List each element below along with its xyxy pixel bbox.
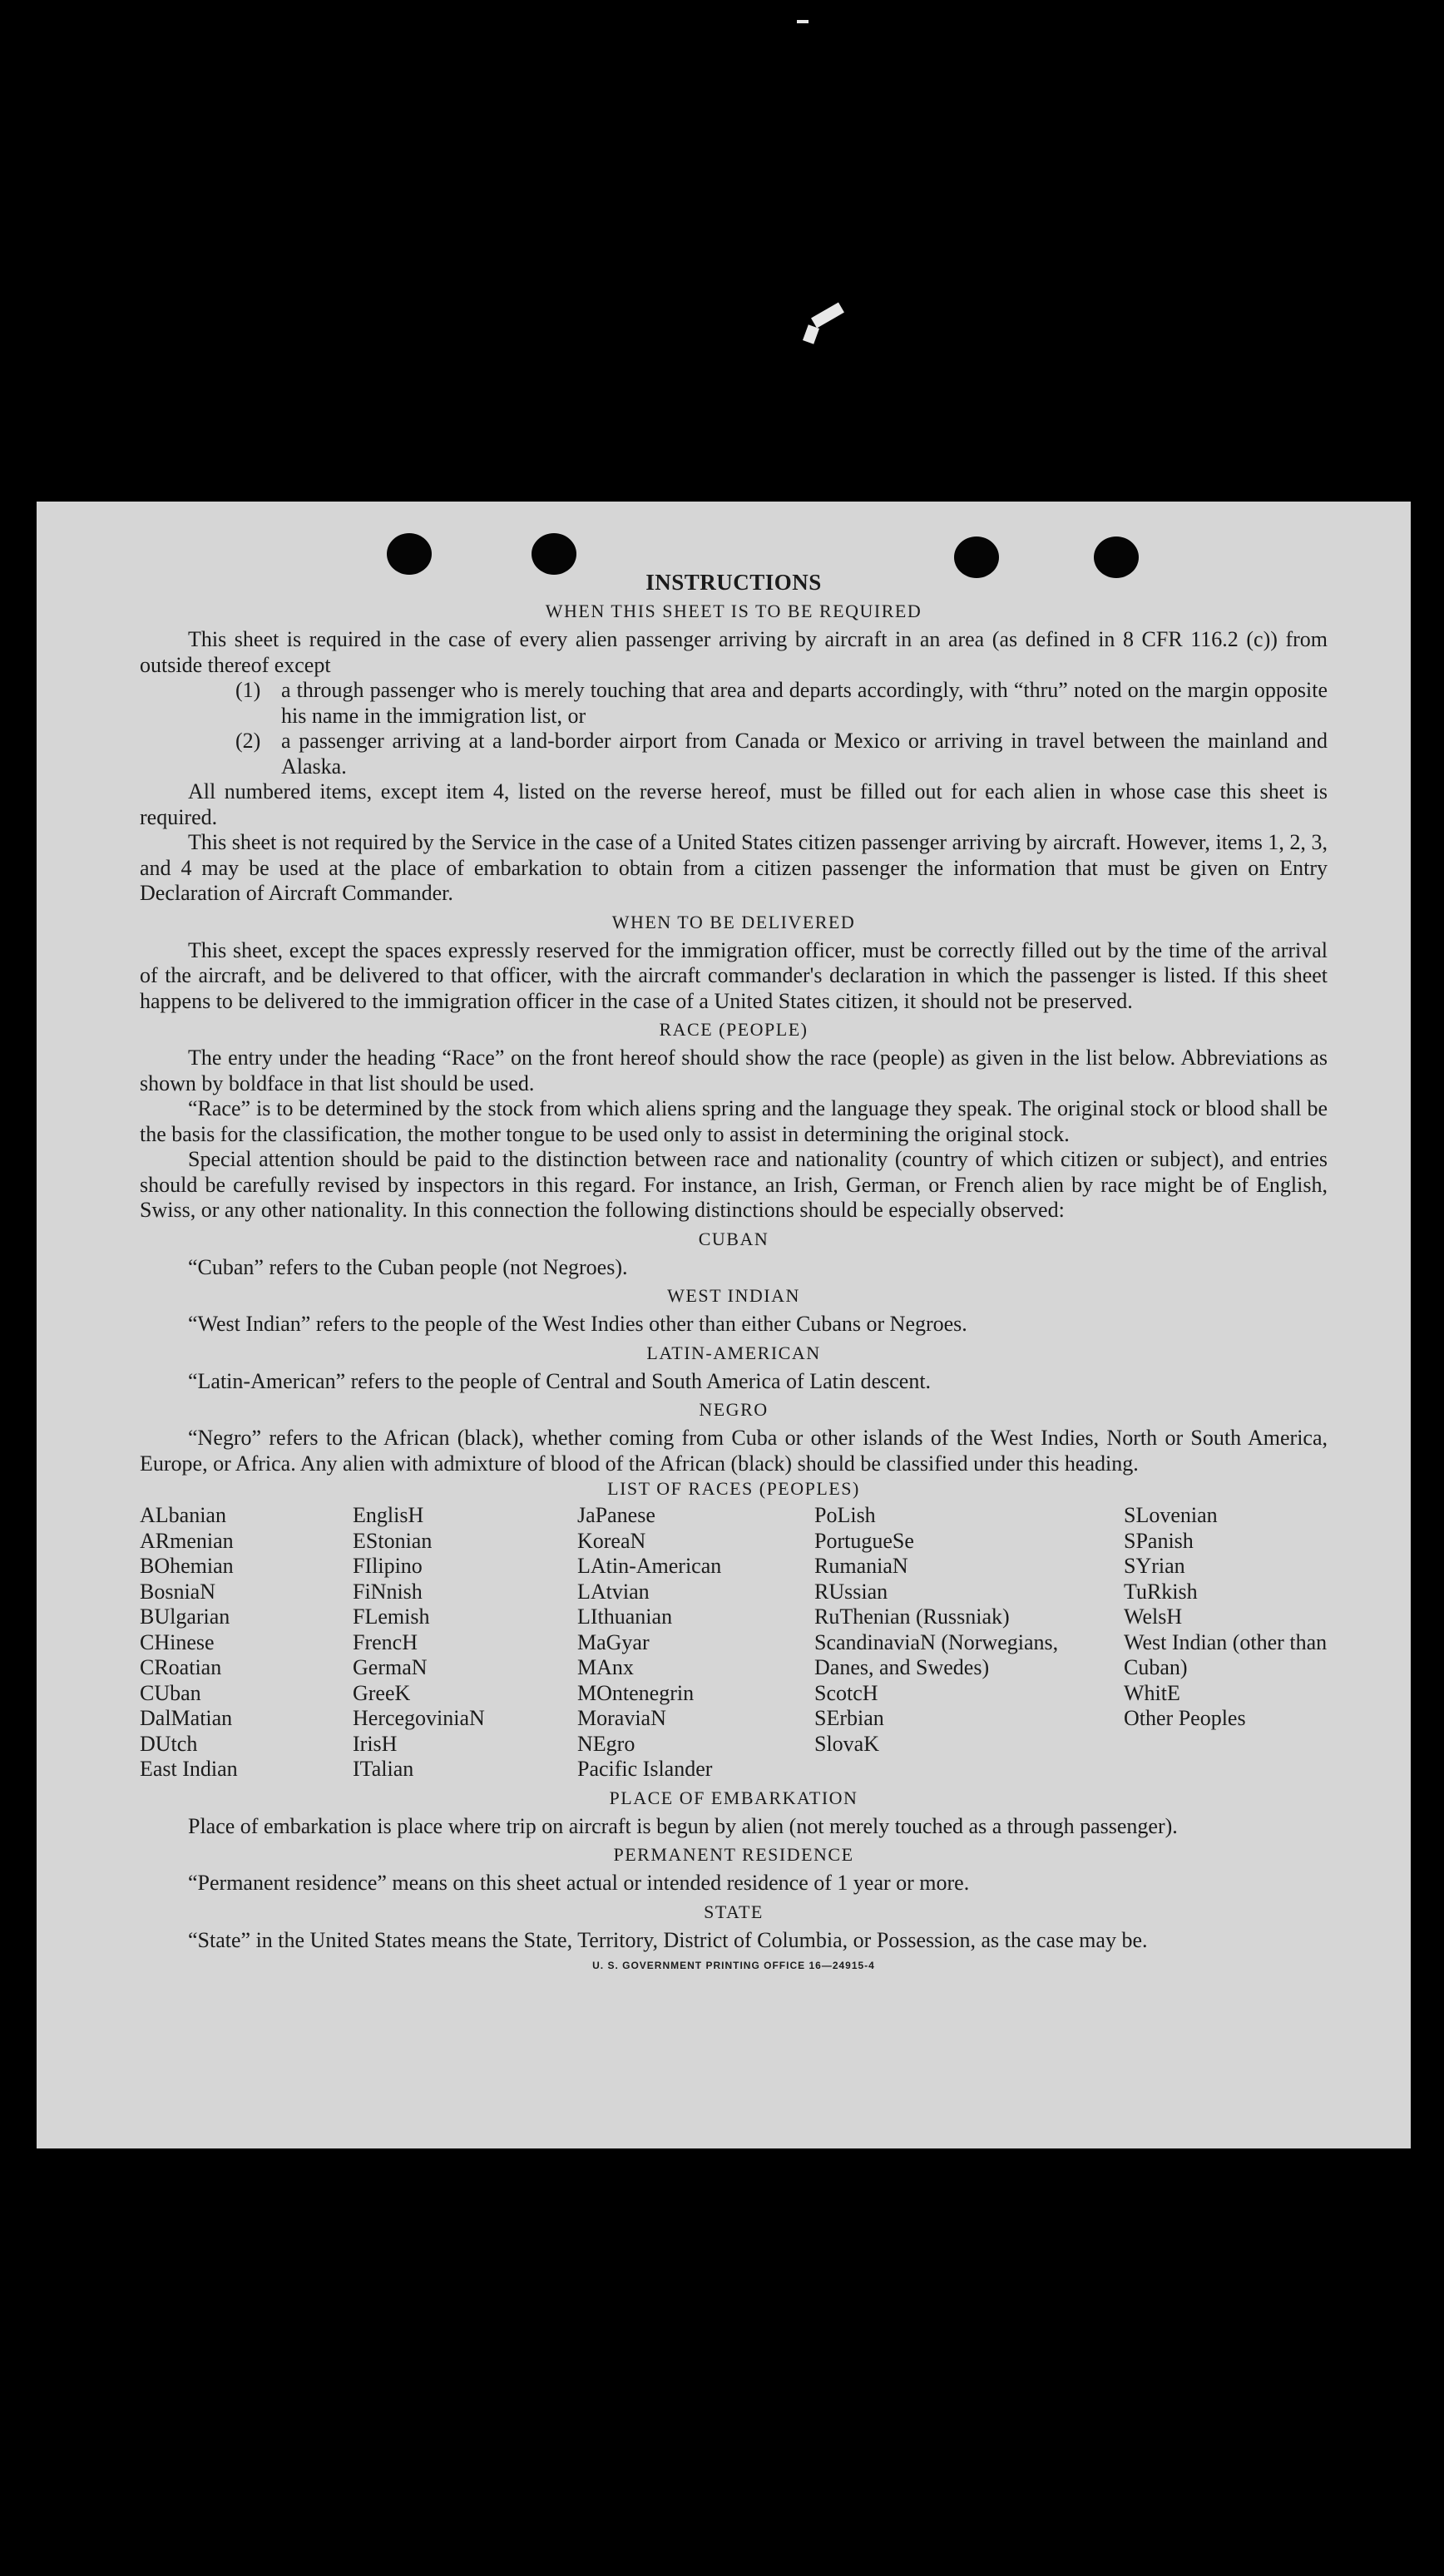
paragraph: “Latin-American” refers to the people of Central and South America of Latin descent.	[188, 1368, 932, 1393]
race-entry: MoraviaN	[577, 1706, 666, 1730]
page-title: INSTRUCTIONS	[645, 570, 822, 595]
race-entry: FrencH	[353, 1629, 418, 1654]
list-item	[235, 678, 1328, 729]
section-heading: WEST INDIAN	[667, 1285, 800, 1306]
punch-hole	[954, 536, 999, 578]
race-list	[140, 1503, 1328, 1782]
race-entry: SPanish	[1124, 1528, 1194, 1553]
race-entry: HercegovinіaN	[353, 1706, 485, 1730]
paragraph: “Negro” refers to the African (black), whether coming from Cuba or other islands of the West Indies, North or South America, Europe, or Africa. Any alien with admixture of blood of the African (black) should be classified under this heading.	[140, 1426, 1328, 1476]
race-entry: BosniaN	[140, 1579, 215, 1604]
race-entry: NEgro	[577, 1731, 635, 1756]
punch-hole	[532, 533, 576, 575]
race-entry: SLovenian	[1124, 1503, 1218, 1527]
race-entry: SlovaK	[814, 1731, 879, 1756]
race-column	[1124, 1503, 1328, 1782]
item-number: (2)	[235, 729, 261, 753]
film-speck	[797, 20, 809, 23]
paragraph: “Race” is to be determined by the stock from which aliens spring and the language they speak. The original stock or blood shall be the basis for the classification, the mother tongue to be used only to assist in determining the original stock.	[140, 1096, 1328, 1146]
race-entry: DalMatian	[140, 1706, 233, 1730]
list-item	[235, 729, 1328, 779]
section-heading: CUBAN	[698, 1228, 769, 1249]
race-entry: RumaniaN	[814, 1554, 908, 1578]
punch-hole	[1094, 536, 1139, 578]
race-column	[814, 1503, 1124, 1782]
race-entry: LAtin-American	[577, 1554, 722, 1578]
race-entry: CRoatian	[140, 1655, 222, 1679]
race-entry: DUtch	[140, 1731, 198, 1756]
race-entry: Pacific Islander	[577, 1757, 713, 1781]
race-entry: Other Peoples	[1124, 1706, 1246, 1730]
race-entry: LAtvian	[577, 1579, 650, 1604]
film-speck	[803, 324, 819, 344]
section-heading: WHEN TO BE DELIVERED	[611, 911, 856, 932]
race-entry: PoLish	[814, 1503, 876, 1527]
item-text: a through passenger who is merely touching that area and departs accordingly, with “thru” noted on the margin opposite his name in the immigration list, or	[281, 678, 1328, 728]
race-entry: BOhemian	[140, 1554, 234, 1578]
section-heading: NEGRO	[699, 1399, 769, 1420]
race-entry: SErbian	[814, 1706, 884, 1730]
item-number: (1)	[235, 678, 261, 702]
paragraph: Place of embarkation is place where trip on aircraft is begun by alien (not merely touched as a through passenger).	[188, 1813, 1178, 1838]
race-entry: ITalian	[353, 1757, 414, 1781]
film-speck	[811, 302, 844, 328]
section-heading: STATE	[704, 1901, 764, 1922]
race-entry: WelsH	[1124, 1604, 1183, 1629]
section-heading: LIST OF RACES (PEOPLES)	[607, 1478, 860, 1499]
section-heading: PLACE OF EMBARKATION	[609, 1787, 858, 1808]
paragraph: “State” in the United States means the State, Territory, District of Columbia, or Possession, as the case may be.	[188, 1927, 1148, 1952]
section-heading: WHEN THIS SHEET IS TO BE REQUIRED	[545, 601, 922, 621]
race-entry: East Indian	[140, 1757, 238, 1781]
paragraph: This sheet is required in the case of every alien passenger arriving by aircraft in an area (as defined in 8 CFR 116.2 (c)) from outside thereof except	[140, 627, 1328, 677]
race-entry: FiNnish	[353, 1579, 423, 1604]
paragraph: Special attention should be paid to the distinction between race and nationality (country of which citizen or subject), and entries should be carefully revised by inspectors in this regard. For instance, an Irish, German, or French alien by race might be of English, Swiss, or any other nationality. In this connection the following distinctions should be especially observed:	[140, 1147, 1328, 1222]
instruction-sheet	[37, 502, 1411, 2148]
race-entry: RUssian	[814, 1579, 888, 1604]
race-entry: BUlgarian	[140, 1604, 230, 1629]
paragraph: All numbered items, except item 4, listed on the reverse hereof, must be filled out for each alien in whose case this sheet is required.	[140, 779, 1328, 829]
printing-office-footer: U. S. GOVERNMENT PRINTING OFFICE 16—24915-4	[592, 1960, 875, 1971]
paragraph: “Permanent residence” means on this sheet actual or intended residence of 1 year or more.	[188, 1871, 970, 1895]
paragraph: “Cuban” refers to the Cuban people (not Negroes).	[188, 1254, 628, 1279]
race-entry: ScandinaviaN (Norwegians, Danes, and Swedes)	[814, 1629, 1059, 1679]
race-entry: MaGyar	[577, 1629, 650, 1654]
paragraph: This sheet is not required by the Service in the case of a United States citizen passenger arriving by aircraft. However, items 1, 2, 3, and 4 may be used at the place of embarkation to obtain from a citizen passenger the information that must be given on Entry Declaration of Aircraft Commander.	[140, 830, 1328, 905]
race-entry: GreeK	[353, 1680, 411, 1705]
race-entry: CHinese	[140, 1629, 215, 1654]
paragraph: The entry under the heading “Race” on the front hereof should show the race (people) as given in the list below. Abbreviations as shown by boldface in that list should be used.	[140, 1046, 1328, 1095]
race-entry: WhitE	[1124, 1680, 1180, 1705]
race-column	[140, 1503, 353, 1782]
race-entry: LIthuanian	[577, 1604, 673, 1629]
race-entry: EnglisH	[353, 1503, 424, 1527]
race-entry: West Indian (other than Cuban)	[1124, 1629, 1328, 1679]
race-entry: FLemish	[353, 1604, 430, 1629]
race-column	[577, 1503, 814, 1782]
race-entry: PortugueSe	[814, 1528, 914, 1553]
race-entry: TuRkish	[1124, 1579, 1198, 1604]
punch-hole	[387, 533, 432, 575]
race-entry: EStonian	[353, 1528, 433, 1553]
race-entry: CUban	[140, 1680, 201, 1705]
item-text: a passenger arriving at a land-border airport from Canada or Mexico or arriving in travel between the mainland and Alaska.	[281, 729, 1328, 779]
race-column	[353, 1503, 577, 1782]
paragraph: This sheet, except the spaces expressly reserved for the immigration officer, must be correctly filled out by the time of the arrival of the aircraft, and be delivered to that officer, with the aircraft commander's declaration in which the passenger is listed. If this sheet happens to be delivered to the immigration officer in the case of a United States citizen, it should not be preserved.	[140, 937, 1328, 1013]
race-entry: MAnx	[577, 1655, 634, 1679]
race-entry: ARmenian	[140, 1528, 234, 1553]
race-entry: ScotcH	[814, 1680, 878, 1705]
race-entry: MOntenegrin	[577, 1680, 695, 1705]
race-entry: KoreaN	[577, 1528, 646, 1553]
race-entry: JaPanese	[577, 1503, 655, 1527]
race-entry: RuThenian (Russniak)	[814, 1604, 1010, 1629]
section-heading: LATIN-AMERICAN	[646, 1342, 821, 1363]
race-entry: SYrian	[1124, 1554, 1185, 1578]
race-entry: ALbanian	[140, 1503, 226, 1527]
section-heading: PERMANENT RESIDENCE	[613, 1844, 854, 1865]
paragraph: “West Indian” refers to the people of the West Indies other than either Cubans or Negroes.	[188, 1312, 967, 1336]
section-heading: RACE (PEOPLE)	[659, 1019, 809, 1040]
race-entry: FIlipino	[353, 1554, 423, 1578]
race-entry: IrisH	[353, 1731, 398, 1756]
race-entry: GermaN	[353, 1655, 428, 1679]
